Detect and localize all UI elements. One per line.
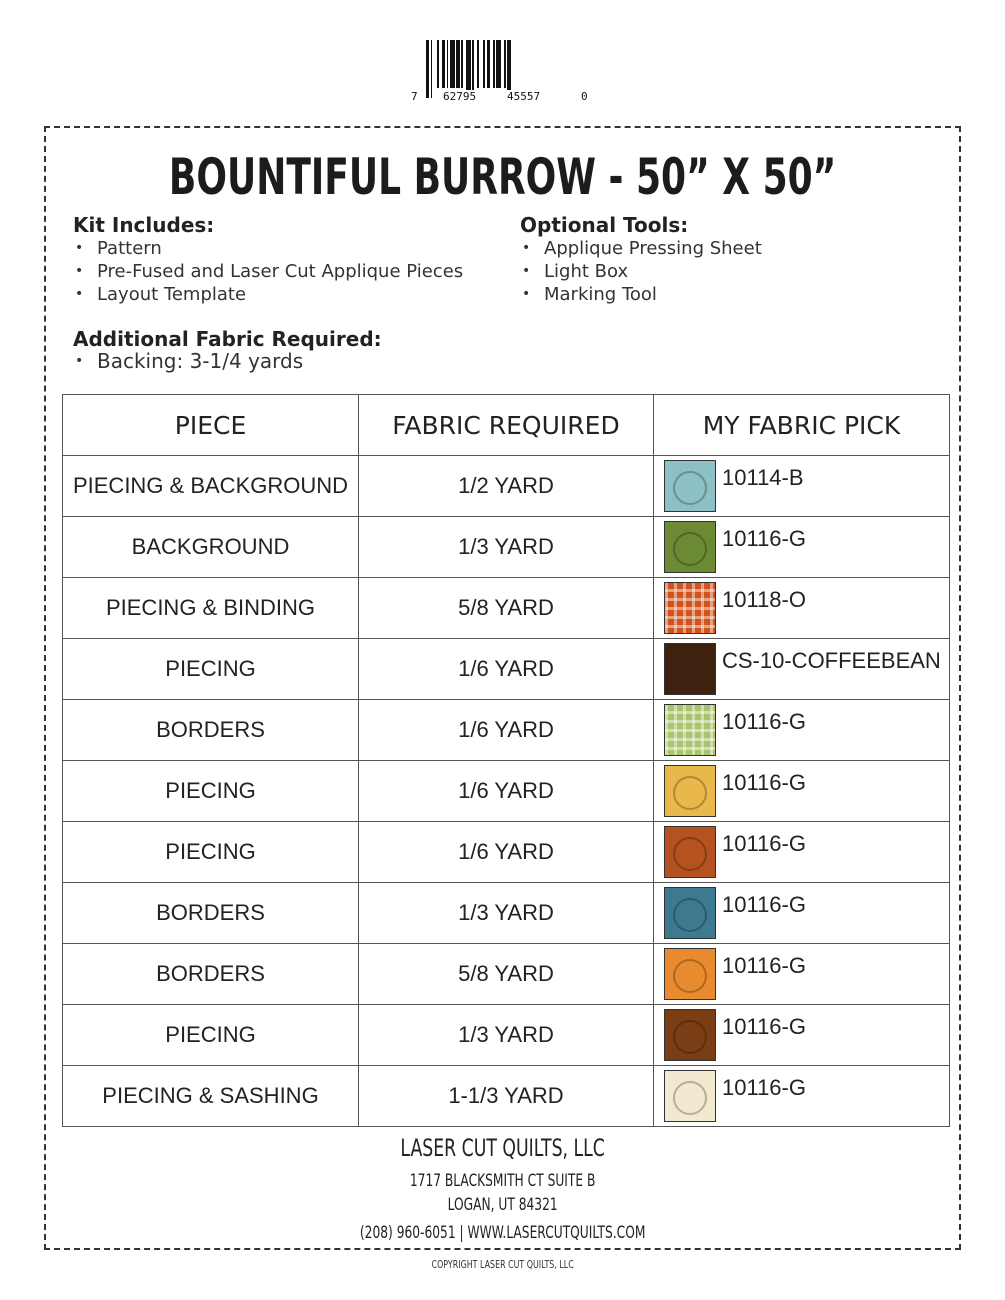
cell-piece: PIECING — [63, 1005, 359, 1066]
fabric-code: 10118-O — [722, 587, 806, 612]
fabric-code: 10116-G — [722, 770, 806, 795]
barcode-digit-check: 0 — [581, 90, 588, 103]
cell-piece: BACKGROUND — [63, 517, 359, 578]
fabric-code: 10116-G — [722, 831, 806, 856]
table-row — [63, 883, 950, 944]
fabric-code: 10114-B — [722, 465, 804, 490]
table-row — [63, 1005, 950, 1066]
cell-fabric-pick — [654, 1005, 950, 1066]
fabric-swatch — [664, 643, 716, 695]
column-header-fabric-required: FABRIC REQUIRED — [359, 395, 654, 456]
fabric-swatch — [664, 582, 716, 634]
barcode-digits — [408, 90, 593, 104]
optional-tools-list — [520, 237, 920, 306]
list-item: • Pre-Fused and Laser Cut Applique Pieces — [73, 260, 503, 283]
cell-fabric-required: 1/2 YARD — [359, 456, 654, 517]
cell-fabric-required: 5/8 YARD — [359, 578, 654, 639]
cell-piece: PIECING — [63, 822, 359, 883]
table-row — [63, 1066, 950, 1127]
fabric-swatch — [664, 704, 716, 756]
optional-tools-heading: Optional Tools: — [520, 213, 689, 237]
cell-piece: BORDERS — [63, 700, 359, 761]
fabric-requirements-table — [62, 394, 950, 1127]
cell-fabric-pick — [654, 822, 950, 883]
table-row — [63, 700, 950, 761]
barcode-digit-prefix: 7 — [411, 90, 418, 103]
fabric-swatch — [664, 521, 716, 573]
cell-fabric-pick — [654, 1066, 950, 1127]
cell-piece: BORDERS — [63, 883, 359, 944]
fabric-code: 10116-G — [722, 953, 806, 978]
address-line-1: 1717 BLACKSMITH CT SUITE B — [409, 1171, 596, 1191]
fabric-code: 10116-G — [722, 1014, 806, 1039]
fabric-swatch — [664, 765, 716, 817]
page-title: BOUNTIFUL BURROW - 50” X 50” — [168, 148, 837, 206]
cell-fabric-pick — [654, 456, 950, 517]
fabric-code: 10116-G — [722, 892, 806, 917]
barcode-digit-left: 62795 — [443, 90, 477, 103]
barcode — [408, 40, 593, 106]
cell-fabric-pick — [654, 639, 950, 700]
cell-piece: BORDERS — [63, 944, 359, 1005]
table-row — [63, 639, 950, 700]
kit-includes-list — [73, 237, 503, 306]
column-header-piece: PIECE — [63, 395, 359, 456]
fabric-code: CS-10-COFFEEBEAN — [722, 648, 941, 673]
fabric-swatch — [664, 948, 716, 1000]
cell-fabric-pick — [654, 578, 950, 639]
cell-fabric-pick — [654, 944, 950, 1005]
cell-fabric-pick — [654, 761, 950, 822]
contact-line: (208) 960-6051 | WWW.LASERCUTQUILTS.COM — [359, 1223, 646, 1243]
address-line-2: LOGAN, UT 84321 — [447, 1195, 558, 1215]
fabric-code: 10116-G — [722, 709, 806, 734]
cell-fabric-required: 1/3 YARD — [359, 517, 654, 578]
table-header-row — [63, 395, 950, 456]
fabric-swatch — [664, 1009, 716, 1061]
list-item: • Backing: 3-1/4 yards — [73, 350, 503, 373]
fabric-swatch — [664, 460, 716, 512]
table-row — [63, 456, 950, 517]
list-item: • Marking Tool — [520, 283, 920, 306]
cell-fabric-pick — [654, 517, 950, 578]
cell-piece: PIECING & BINDING — [63, 578, 359, 639]
cell-fabric-required: 1/3 YARD — [359, 883, 654, 944]
cell-piece: PIECING & SASHING — [63, 1066, 359, 1127]
additional-fabric-heading: Additional Fabric Required: — [73, 327, 382, 351]
list-item: • Layout Template — [73, 283, 503, 306]
cell-piece: PIECING — [63, 761, 359, 822]
company-name: LASER CUT QUILTS, LLC — [400, 1134, 605, 1162]
cell-fabric-required: 1/6 YARD — [359, 761, 654, 822]
table-row — [63, 944, 950, 1005]
cell-fabric-required: 1/6 YARD — [359, 822, 654, 883]
copyright-notice: COPYRIGHT LASER CUT QUILTS, LLC — [431, 1258, 574, 1271]
barcode-digit-right: 45557 — [507, 90, 541, 103]
list-item: • Pattern — [73, 237, 503, 260]
additional-fabric-list — [73, 350, 503, 373]
cell-piece: PIECING & BACKGROUND — [63, 456, 359, 517]
table-row — [63, 578, 950, 639]
cell-fabric-pick — [654, 883, 950, 944]
list-item: • Applique Pressing Sheet — [520, 237, 920, 260]
fabric-swatch — [664, 887, 716, 939]
fabric-code: 10116-G — [722, 526, 806, 551]
fabric-swatch — [664, 826, 716, 878]
fabric-code: 10116-G — [722, 1075, 806, 1100]
cell-fabric-required: 1/6 YARD — [359, 639, 654, 700]
cell-fabric-required: 1-1/3 YARD — [359, 1066, 654, 1127]
cell-fabric-required: 1/6 YARD — [359, 700, 654, 761]
cell-fabric-required: 1/3 YARD — [359, 1005, 654, 1066]
kit-includes-heading: Kit Includes: — [73, 213, 215, 237]
table-row — [63, 822, 950, 883]
cell-piece: PIECING — [63, 639, 359, 700]
list-item: • Light Box — [520, 260, 920, 283]
column-header-my-fabric-pick: MY FABRIC PICK — [654, 395, 950, 456]
cell-fabric-required: 5/8 YARD — [359, 944, 654, 1005]
fabric-swatch — [664, 1070, 716, 1122]
cell-fabric-pick — [654, 700, 950, 761]
table-row — [63, 761, 950, 822]
table-row — [63, 517, 950, 578]
